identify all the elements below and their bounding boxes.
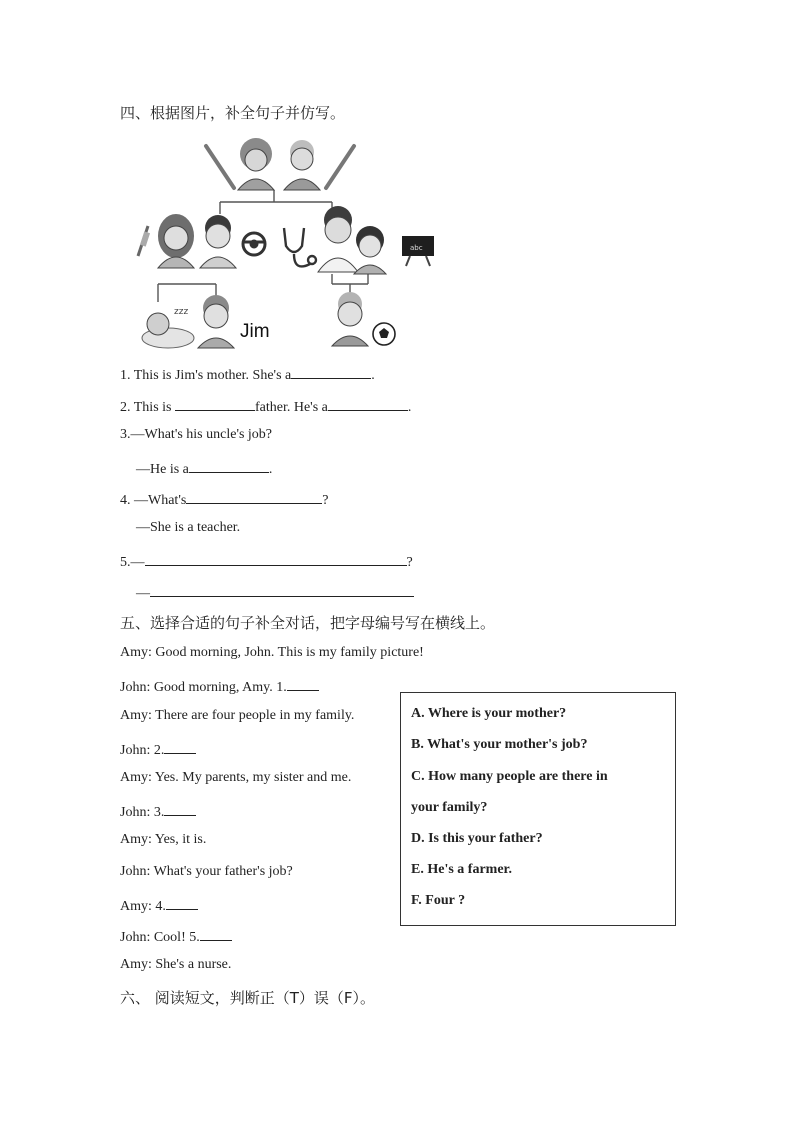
answer-blank[interactable] xyxy=(200,926,232,941)
dialogue-line-5: Amy: Yes. My parents, my sister and me. xyxy=(120,770,352,785)
answer-blank[interactable] xyxy=(186,489,322,504)
dialogue-line-3: Amy: There are four people in my family. xyxy=(120,708,355,723)
stethoscope-icon xyxy=(284,228,316,266)
answer-blank[interactable] xyxy=(164,739,196,754)
answer-blank[interactable] xyxy=(175,396,255,411)
question-4-answer: —She is a teacher. xyxy=(136,520,241,535)
options-box xyxy=(400,692,676,926)
section4-heading: 四、根据图片，补全句子并仿写。 xyxy=(120,104,346,122)
option-a: A. Where is your mother? xyxy=(411,706,567,721)
cane-icon xyxy=(206,146,354,188)
jim-label: Jim xyxy=(240,321,270,342)
cousin-figure xyxy=(332,292,368,346)
answer-blank[interactable] xyxy=(164,801,196,816)
baby-sister-figure xyxy=(142,307,194,348)
dialogue-line-11: Amy: She's a nurse. xyxy=(120,957,232,972)
family-tree-illustration xyxy=(134,132,444,350)
steering-wheel-icon xyxy=(243,233,265,255)
answer-blank[interactable] xyxy=(150,582,414,597)
section5-heading: 五、选择合适的句子补全对话，把字母编号写在横线上。 xyxy=(120,614,496,632)
dialogue-line-8: John: What's your father's job? xyxy=(120,864,293,879)
answer-blank[interactable] xyxy=(145,551,407,566)
question-3-answer: —He is a . xyxy=(136,458,272,478)
answer-blank[interactable] xyxy=(291,364,371,379)
question-1: 1. This is Jim's mother. She's a . xyxy=(120,364,375,384)
blackboard-icon xyxy=(402,236,434,266)
option-c: C. How many people are there in xyxy=(411,769,608,784)
question-4: 4. —What's ? xyxy=(120,489,329,509)
grandmother-figure xyxy=(238,138,274,190)
aunt-figure xyxy=(354,226,386,274)
question-3: 3.—What's his uncle's job? xyxy=(120,427,273,442)
option-c-cont: your family? xyxy=(411,800,488,815)
question-5-answer: — xyxy=(136,582,414,602)
option-b: B. What's your mother's job? xyxy=(411,737,588,752)
jim-figure xyxy=(198,295,234,348)
father-figure xyxy=(200,215,236,268)
option-d: D. Is this your father? xyxy=(411,831,543,846)
syringe-icon xyxy=(138,226,150,256)
svg-text:abc: abc xyxy=(410,244,423,252)
section6-heading: 六、 阅读短文，判断正（T）误（F）。 xyxy=(120,989,376,1007)
dialogue-line-7: Amy: Yes, it is. xyxy=(120,832,207,847)
mother-figure xyxy=(158,214,194,268)
answer-blank[interactable] xyxy=(189,458,269,473)
option-f: F. Four ? xyxy=(411,893,466,908)
dialogue-line-2: John: Good morning, Amy. 1. xyxy=(120,676,319,696)
answer-blank[interactable] xyxy=(287,676,319,691)
svg-text:zzz: zzz xyxy=(174,307,189,317)
question-2: 2. This is father. He's a . xyxy=(120,396,411,416)
dialogue-line-9: Amy: 4. xyxy=(120,895,198,915)
option-e: E. He's a farmer. xyxy=(411,862,512,877)
soccer-ball-icon xyxy=(373,323,395,345)
dialogue-line-6: John: 3. xyxy=(120,801,196,821)
answer-blank[interactable] xyxy=(328,396,408,411)
answer-blank[interactable] xyxy=(166,895,198,910)
dialogue-line-10: John: Cool! 5. xyxy=(120,926,232,946)
dialogue-line-1: Amy: Good morning, John. This is my family picture! xyxy=(120,645,424,660)
dialogue-line-4: John: 2. xyxy=(120,739,196,759)
question-5: 5.— ? xyxy=(120,551,413,571)
uncle-doctor-figure xyxy=(318,206,358,272)
grandfather-figure xyxy=(284,140,320,190)
